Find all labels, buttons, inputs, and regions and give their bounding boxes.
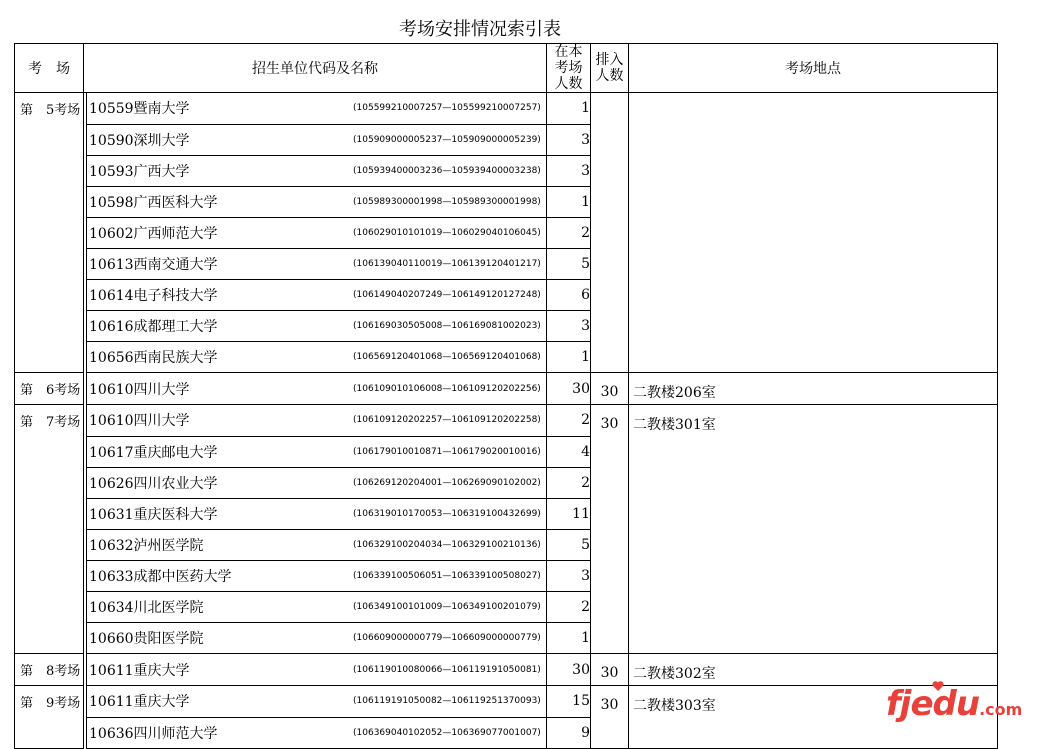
unit-cell <box>87 436 547 467</box>
unit-name: 10632泸州医学院 <box>89 537 204 554</box>
unit-name: 10610四川大学 <box>89 381 190 398</box>
candidate-number-range: (106349100101009—106349100201079) <box>353 601 541 612</box>
unit-name: 10602广西师范大学 <box>89 225 218 242</box>
arranged-value: 30 <box>600 664 619 681</box>
room-cell <box>15 373 84 405</box>
count-cell: 5 <box>547 248 591 279</box>
count-cell: 6 <box>547 279 591 310</box>
location-value: 二教楼303室 <box>633 697 716 714</box>
table-row <box>15 591 998 622</box>
table-row <box>15 155 998 186</box>
table-row <box>15 341 998 373</box>
count-cell: 1 <box>547 186 591 217</box>
unit-cell <box>87 373 547 405</box>
unit-cell <box>87 186 547 217</box>
room-label: 第 8考场 <box>20 664 81 679</box>
unit-name: 10631重庆医科大学 <box>89 506 218 523</box>
arranged-cell <box>591 591 629 622</box>
room-cell <box>15 279 84 310</box>
unit-name: 10617重庆邮电大学 <box>89 444 218 461</box>
location-cell <box>629 622 998 654</box>
location-cell <box>629 93 998 125</box>
unit-name: 10626四川农业大学 <box>89 475 218 492</box>
room-cell <box>15 93 84 125</box>
unit-name: 10613西南交通大学 <box>89 256 218 273</box>
candidate-number-range: (106569120401068—106569120401068) <box>353 351 541 362</box>
count-cell: 3 <box>547 560 591 591</box>
candidate-number-range: (106109010106008—106109120202256) <box>353 383 541 394</box>
location-cell <box>629 279 998 310</box>
arranged-cell <box>591 654 629 686</box>
arranged-cell <box>591 310 629 341</box>
table-row <box>15 279 998 310</box>
arranged-cell <box>591 622 629 654</box>
unit-cell <box>87 248 547 279</box>
count-cell: 2 <box>547 467 591 498</box>
page-title: 考场安排情况索引表 <box>399 19 561 40</box>
unit-name: 10656西南民族大学 <box>89 349 218 366</box>
watermark-logo: fjedu.com <box>886 684 1023 724</box>
room-cell <box>15 717 84 749</box>
candidate-number-range: (106339100506051—106339100508027) <box>353 570 541 581</box>
header-unit: 招生单位代码及名称 <box>84 44 547 93</box>
count-cell: 1 <box>547 341 591 373</box>
arranged-cell <box>591 124 629 155</box>
unit-name: 10633成都中医药大学 <box>89 568 232 585</box>
unit-cell <box>87 217 547 248</box>
candidate-number-range: (106169030505008—106169081002023) <box>353 320 541 331</box>
location-cell <box>629 217 998 248</box>
unit-name: 10593广西大学 <box>89 163 190 180</box>
location-cell <box>629 155 998 186</box>
location-cell <box>629 498 998 529</box>
room-cell <box>15 654 84 686</box>
location-value: 二教楼206室 <box>633 384 716 401</box>
count-cell: 5 <box>547 529 591 560</box>
unit-name: 10616成都理工大学 <box>89 318 218 335</box>
unit-cell <box>87 686 547 718</box>
candidate-number-range: (106109120202257—106109120202258) <box>353 415 541 426</box>
unit-cell <box>87 591 547 622</box>
count-cell: 1 <box>547 93 591 125</box>
arranged-cell <box>591 498 629 529</box>
unit-name: 10660贵阳医学院 <box>89 630 204 647</box>
unit-cell <box>87 654 547 686</box>
candidate-number-range: (106319010170053—106319100432699) <box>353 508 541 519</box>
unit-name: 10634川北医学院 <box>89 599 204 616</box>
location-cell <box>629 124 998 155</box>
candidate-number-range: (106119191050082—106119251370093) <box>353 696 541 707</box>
arranged-cell <box>591 467 629 498</box>
location-cell <box>629 467 998 498</box>
room-cell <box>15 248 84 279</box>
location-cell <box>629 341 998 373</box>
table-row <box>15 467 998 498</box>
unit-cell <box>87 529 547 560</box>
count-cell: 15 <box>547 686 591 718</box>
table-row <box>15 436 998 467</box>
arranged-cell <box>591 248 629 279</box>
arranged-cell <box>591 186 629 217</box>
location-cell <box>629 560 998 591</box>
candidate-number-range: (106149040207249—106149120127248) <box>353 289 541 300</box>
room-cell <box>15 405 84 437</box>
candidate-number-range: (106329100204034—106329100210136) <box>353 539 541 550</box>
count-cell: 30 <box>547 654 591 686</box>
count-cell: 9 <box>547 717 591 749</box>
arranged-cell <box>591 529 629 560</box>
candidate-number-range: (106119010080066—106119191050081) <box>353 664 541 675</box>
table-row <box>15 248 998 279</box>
table-row <box>15 405 998 437</box>
unit-cell <box>87 405 547 437</box>
location-value <box>629 106 997 112</box>
unit-name: 10611重庆大学 <box>89 662 190 679</box>
room-cell <box>15 498 84 529</box>
table-row <box>15 560 998 591</box>
header-count: 在本考场人数 <box>547 44 591 93</box>
room-cell <box>15 155 84 186</box>
arranged-cell <box>591 217 629 248</box>
arranged-value: 30 <box>600 415 619 432</box>
candidate-number-range: (105599210007257—105599210007257) <box>353 103 541 114</box>
candidate-number-range: (106029010101019—106029040106045) <box>353 227 541 238</box>
room-cell <box>15 686 84 718</box>
unit-cell <box>87 498 547 529</box>
unit-cell <box>87 279 547 310</box>
unit-cell <box>87 124 547 155</box>
unit-cell <box>87 341 547 373</box>
candidate-number-range: (105989300001998—105989300001998) <box>353 196 541 207</box>
room-cell <box>15 560 84 591</box>
unit-cell <box>87 622 547 654</box>
table-row <box>15 654 998 686</box>
unit-name: 10611重庆大学 <box>89 694 190 711</box>
unit-cell <box>87 155 547 186</box>
count-cell: 30 <box>547 373 591 405</box>
exam-room-index-table <box>14 43 998 749</box>
count-cell: 3 <box>547 155 591 186</box>
arranged-cell <box>591 155 629 186</box>
table-row <box>15 124 998 155</box>
location-cell <box>629 529 998 560</box>
count-cell: 3 <box>547 310 591 341</box>
room-cell <box>15 622 84 654</box>
candidate-number-range: (106179010010871—106179020010016) <box>353 446 541 457</box>
location-value: 二教楼301室 <box>633 416 716 433</box>
header-location: 考场地点 <box>629 44 998 93</box>
room-label: 第 7考场 <box>20 415 81 430</box>
table-row <box>15 93 998 125</box>
arranged-cell <box>591 93 629 125</box>
room-cell <box>15 529 84 560</box>
room-cell <box>15 186 84 217</box>
unit-name: 10636四川师范大学 <box>89 725 218 742</box>
count-cell: 1 <box>547 622 591 654</box>
arranged-cell <box>591 717 629 749</box>
table-row <box>15 310 998 341</box>
arranged-cell <box>591 341 629 373</box>
candidate-number-range: (105939400003236—105939400003238) <box>353 165 541 176</box>
unit-cell <box>87 310 547 341</box>
count-cell: 2 <box>547 405 591 437</box>
location-cell <box>629 186 998 217</box>
candidate-number-range: (106609000000779—106609000000779) <box>353 632 541 643</box>
header-room: 考 场 <box>15 44 84 93</box>
unit-cell <box>87 93 547 125</box>
room-cell <box>15 341 84 373</box>
unit-name: 10610四川大学 <box>89 413 190 430</box>
unit-cell <box>87 560 547 591</box>
room-cell <box>15 310 84 341</box>
table-row <box>15 686 998 718</box>
unit-name: 10598广西医科大学 <box>89 194 218 211</box>
candidate-number-range: (106269120204001—106269090102002) <box>353 477 541 488</box>
room-label: 第 6考场 <box>20 383 81 398</box>
arranged-cell <box>591 436 629 467</box>
candidate-number-range: (105909000005237—105909000005239) <box>353 134 541 145</box>
table-row <box>15 217 998 248</box>
unit-cell <box>87 717 547 749</box>
location-cell <box>629 591 998 622</box>
room-cell <box>15 467 84 498</box>
room-cell <box>15 591 84 622</box>
room-cell <box>15 436 84 467</box>
table-header-row <box>15 44 998 93</box>
table-row <box>15 186 998 217</box>
location-cell <box>629 248 998 279</box>
arranged-value: 30 <box>600 383 619 400</box>
room-label: 第 9考场 <box>20 696 81 711</box>
count-cell: 11 <box>547 498 591 529</box>
location-value: 二教楼302室 <box>633 665 716 682</box>
unit-name: 10590深圳大学 <box>89 132 190 149</box>
arranged-value <box>591 106 628 112</box>
arranged-cell <box>591 279 629 310</box>
table-row <box>15 498 998 529</box>
arranged-cell <box>591 405 629 437</box>
room-cell <box>15 217 84 248</box>
table-row <box>15 373 998 405</box>
location-cell <box>629 373 998 405</box>
count-cell: 2 <box>547 591 591 622</box>
arranged-cell <box>591 560 629 591</box>
unit-name: 10559暨南大学 <box>89 101 190 118</box>
table-row <box>15 529 998 560</box>
count-cell: 2 <box>547 217 591 248</box>
arranged-cell <box>591 686 629 718</box>
room-label: 第 5考场 <box>20 103 81 118</box>
location-cell <box>629 310 998 341</box>
table-row <box>15 622 998 654</box>
candidate-number-range: (106369040102052—106369077001007) <box>353 727 541 738</box>
location-cell <box>629 436 998 467</box>
location-cell <box>629 405 998 437</box>
header-arranged: 排入人数 <box>591 44 629 93</box>
arranged-cell <box>591 373 629 405</box>
candidate-number-range: (106139040110019—106139120401217) <box>353 258 541 269</box>
table-row <box>15 717 998 749</box>
arranged-value: 30 <box>600 696 619 713</box>
room-cell <box>15 124 84 155</box>
unit-name: 10614电子科技大学 <box>89 287 218 304</box>
unit-cell <box>87 467 547 498</box>
count-cell: 3 <box>547 124 591 155</box>
count-cell: 4 <box>547 436 591 467</box>
